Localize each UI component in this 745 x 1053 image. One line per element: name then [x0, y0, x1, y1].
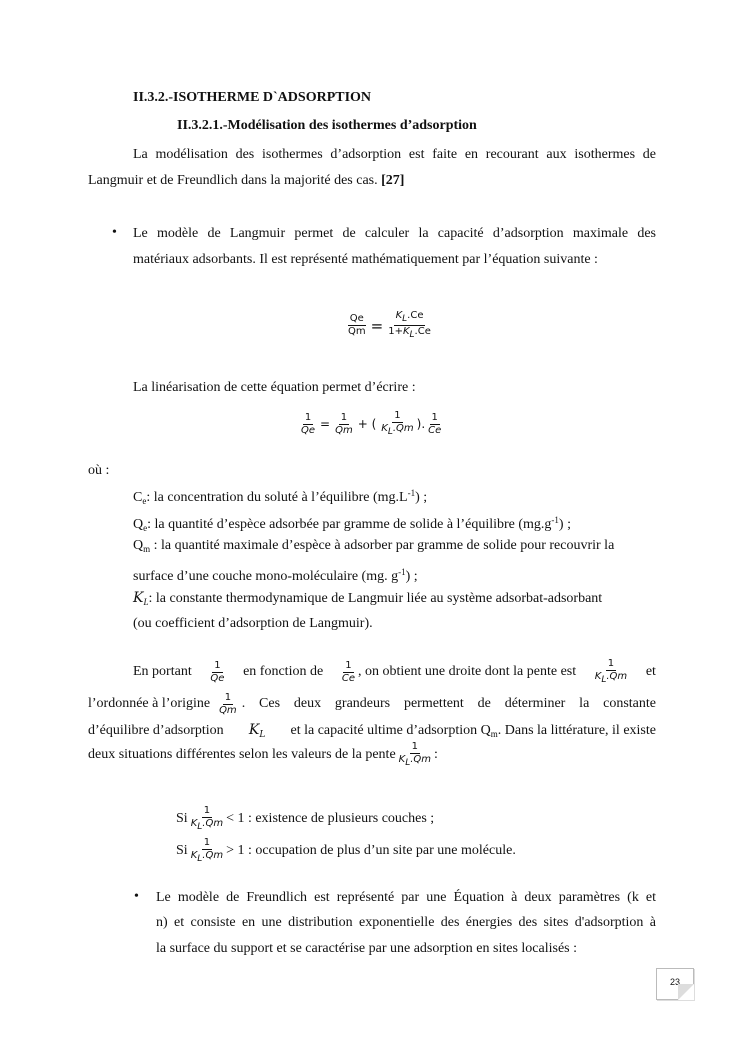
case-2: Si $\frac{1}{KL.Qm}$ > 1 : occupation de plus d’un site par une molécule. — [176, 837, 516, 864]
def-qm-line-1: $Q_m$ : la quantité maximale d’espèce à adsorber par gramme de solide pour recouvrir la — [133, 538, 615, 554]
freundlich-line-3: la surface du support et se caractérise par une adsorption en sites localisés : — [156, 941, 578, 956]
para-line-2: l’ordonnée à l’origine $\frac{1}{Qm}$ . Ces deux grandeurs permettent de déterminer la constante — [88, 691, 656, 716]
langmuir-line-2: matériaux adsorbants. Il est représenté mathématiquement par l’équation suivante : — [133, 252, 598, 267]
para-line-1: En portant $\frac{1}{Qe}$ en fonction de $\frac{1}{Ce}$ , on obtient une droite dont la pente est $\frac{1}{KL.Qm}$ et — [133, 658, 656, 685]
page-number: 23 — [669, 977, 680, 987]
reference-27: [27] — [381, 173, 405, 188]
intro-line-1: La modélisation des isothermes d’adsorption est faite en recourant aux isothermes de — [133, 147, 656, 162]
langmuir-equation: $\frac{Qe}{Qm}$ = $\frac{KL.Ce}{1+KL.Ce}$ — [348, 310, 431, 340]
def-qm-line-2: surface d’une couche mono-moléculaire (mg. $g^{-1}$) ; — [133, 567, 418, 584]
para-line-4: deux situations différentes selon les valeurs de la pente $\frac{1}{KL.Qm}$ : — [88, 741, 438, 768]
para-line-3: d’équilibre d’adsorption $K_L$ et la capacité ultime d’adsorption $Q_m$. Dans la littérature, il existe — [88, 722, 656, 740]
linearisation-text: La linéarisation de cette équation permet d’écrire : — [133, 380, 416, 395]
freundlich-line-2: n) et consiste en une distribution exponentielle des énergies des sites d'adsorption à — [156, 915, 656, 930]
bullet-icon: • — [112, 225, 117, 240]
def-ce: $C_e$: la concentration du soluté à l’équilibre $(mg.L^{-1})$ ; — [133, 488, 428, 506]
intro-line-2: Langmuir et de Freundlich dans la majorité des cas. [27] — [88, 173, 405, 188]
def-qe: $Q_e$: la quantité d’espèce adsorbée par gramme de solide à l’équilibre $(mg.g^{-1})$ ; — [133, 515, 571, 533]
subsection-heading: II.3.2.1.-Modélisation des isothermes d’adsorption — [177, 118, 477, 133]
page-number-box — [656, 968, 694, 1000]
langmuir-line-1: Le modèle de Langmuir permet de calculer la capacité d’adsorption maximale des — [133, 226, 656, 241]
section-heading: II.3.2.-ISOTHERME D`ADSORPTION — [133, 90, 372, 105]
case-1: Si $\frac{1}{KL.Qm}$ < 1 : existence de plusieurs couches ; — [176, 805, 435, 832]
def-kl-line-1: $K_L$: la constante thermodynamique de Langmuir liée au système adsorbat-adsorbant — [133, 590, 603, 607]
linearized-equation: $\frac{1}{Qe}$ = $\frac{1}{Qm}$ + ( $\frac{1}{KL.Qm}$ ). $\frac{1}{Ce}$ — [301, 410, 442, 437]
freundlich-line-1: Le modèle de Freundlich est représenté par une Équation à deux paramètres (k et — [156, 890, 656, 905]
page-curl-icon — [678, 984, 694, 1000]
bullet-icon: • — [134, 889, 139, 904]
ou-label: où : — [88, 463, 110, 478]
def-kl-line-2: (ou coefficient d’adsorption de Langmuir). — [133, 616, 373, 631]
